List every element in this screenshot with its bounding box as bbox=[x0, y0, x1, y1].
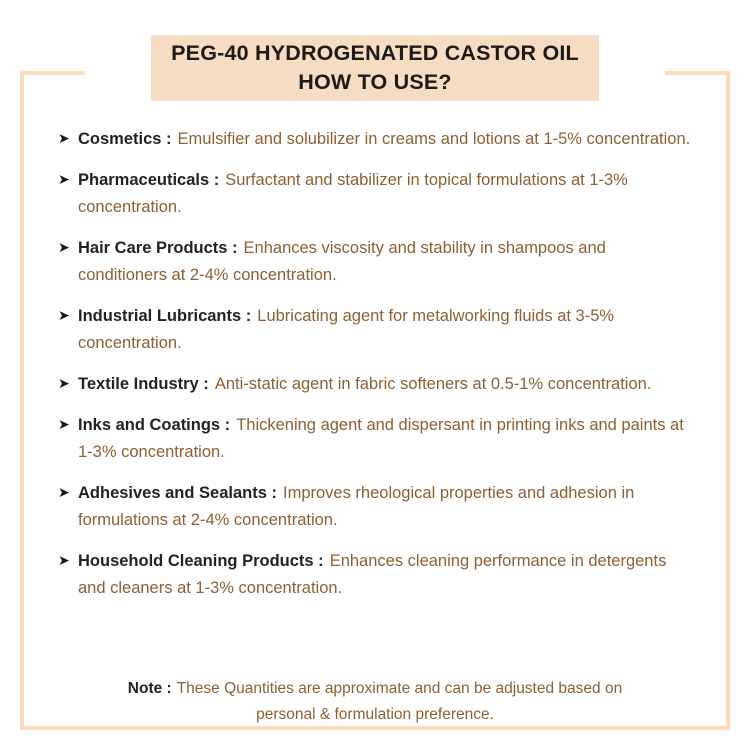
list-item-description: Thickening agent and dispersant in printing inks and paints at 1-3% concentration. bbox=[78, 416, 684, 461]
arrow-bullet-icon: ➤ bbox=[58, 240, 70, 256]
page-title-line2: HOW TO USE? bbox=[298, 70, 452, 94]
list-item-text bbox=[78, 548, 696, 602]
arrow-bullet-icon: ➤ bbox=[58, 131, 70, 147]
list-item-label: Inks and Coatings : bbox=[78, 416, 231, 434]
list-item-label: Household Cleaning Products : bbox=[78, 552, 324, 570]
list-item-text bbox=[78, 371, 696, 398]
list-item-text bbox=[78, 303, 696, 357]
list-item bbox=[58, 412, 706, 466]
list-item-text bbox=[78, 235, 696, 289]
note-label: Note : bbox=[127, 680, 172, 697]
list-item bbox=[58, 371, 706, 398]
list-item-description: Enhances cleaning performance in detergents and cleaners at 1-3% concentration. bbox=[78, 552, 667, 597]
arrow-bullet-icon: ➤ bbox=[58, 308, 70, 324]
frame-top-left-segment bbox=[20, 71, 85, 75]
uses-list bbox=[58, 126, 706, 616]
list-item-text bbox=[78, 167, 696, 221]
list-item-label: Hair Care Products : bbox=[78, 239, 238, 257]
list-item bbox=[58, 235, 706, 289]
arrow-bullet-icon: ➤ bbox=[58, 172, 70, 188]
list-item-description: Anti-static agent in fabric softeners at 0.5-1% concentration. bbox=[214, 375, 652, 393]
list-item-description: Lubricating agent for metalworking fluids at 3-5% concentration. bbox=[78, 307, 615, 352]
page-title-line1: PEG-40 HYDROGENATED CASTOR OIL bbox=[171, 41, 579, 65]
note bbox=[105, 676, 645, 728]
list-item-label: Pharmaceuticals : bbox=[78, 171, 220, 189]
arrow-bullet-icon: ➤ bbox=[58, 553, 70, 569]
list-item bbox=[58, 126, 706, 153]
list-item-text bbox=[78, 412, 696, 466]
list-item-text bbox=[78, 480, 696, 534]
title-banner bbox=[151, 35, 599, 101]
arrow-bullet-icon: ➤ bbox=[58, 485, 70, 501]
note-text: These Quantities are approximate and can be adjusted based on personal & formulation preference. bbox=[176, 680, 623, 723]
list-item-label: Industrial Lubricants : bbox=[78, 307, 252, 325]
arrow-bullet-icon: ➤ bbox=[58, 417, 70, 433]
list-item-description: Emulsifier and solubilizer in creams and lotions at 1-5% concentration. bbox=[177, 130, 691, 148]
list-item-description: Improves rheological properties and adhesion in formulations at 2-4% concentration. bbox=[78, 484, 635, 529]
arrow-bullet-icon: ➤ bbox=[58, 376, 70, 392]
list-item bbox=[58, 548, 706, 602]
list-item-label: Adhesives and Sealants : bbox=[78, 484, 277, 502]
list-item bbox=[58, 167, 706, 221]
list-item-label: Textile Industry : bbox=[78, 375, 209, 393]
list-item bbox=[58, 480, 706, 534]
list-item-description: Enhances viscosity and stability in shampoos and conditioners at 2-4% concentration. bbox=[78, 239, 606, 284]
list-item-text bbox=[78, 126, 696, 153]
list-item-label: Cosmetics : bbox=[78, 130, 172, 148]
list-item-description: Surfactant and stabilizer in topical formulations at 1-3% concentration. bbox=[78, 171, 628, 216]
list-item bbox=[58, 303, 706, 357]
frame-top-right-segment bbox=[665, 71, 730, 75]
